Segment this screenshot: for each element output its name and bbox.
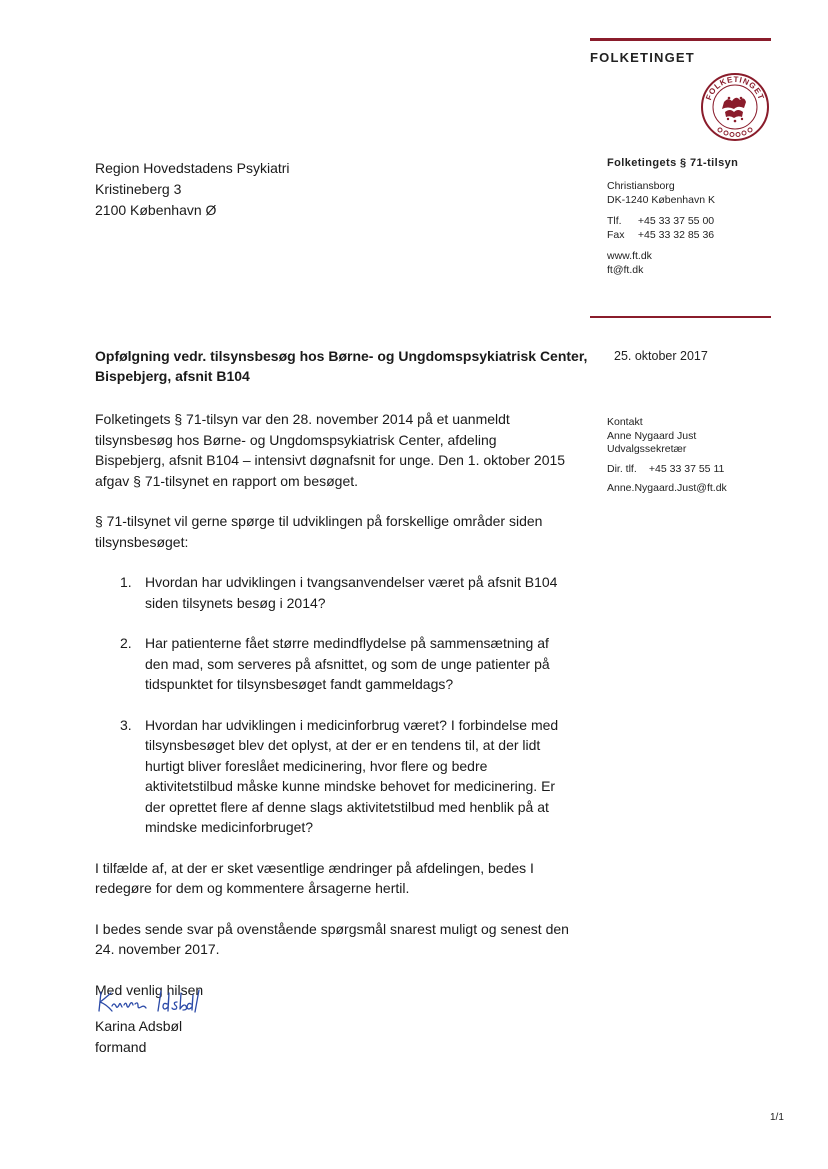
body-paragraph: Folketingets § 71-tilsyn var den 28. november 2014 på et uanmeldt tilsynsbesøg hos Børne- og Ungdomspsykiatrisk Center, afdeling Bispebjerg, afsnit B104 – intensivt døgnafsnit for unge. Den 1. oktober 2015 afgav § 71-tilsynet en rapport om besøget.: [95, 411, 566, 489]
list-item: [95, 572, 570, 613]
question-text: Har patienterne fået større medindflydelse på sammensætning af den mad, som serveres på afsnittet, og som de unge patienter på tidspunktet for tilsynsbesøget fandt gammeldags?: [145, 635, 550, 692]
contact-phone-label: Dir. tlf.: [607, 462, 637, 475]
sender-block: [607, 156, 738, 284]
recipient-address: [95, 158, 290, 221]
recipient-line: Region Hovedstadens Psykiatri: [95, 160, 290, 176]
contact-phone: +45 33 37 55 11: [648, 462, 725, 475]
signer-name: Karina Adsbøl: [95, 1018, 183, 1034]
signer-title: formand: [95, 1038, 147, 1055]
question-number: 1.: [120, 574, 132, 590]
sender-fax-row: [607, 228, 738, 242]
question-number: 2.: [120, 635, 132, 651]
recipient-line: 2100 København Ø: [95, 202, 217, 218]
page-number: 1/1: [770, 1112, 784, 1123]
contact-label: Kontakt: [607, 416, 643, 428]
org-name: FOLKETINGET: [590, 50, 695, 65]
question-text: Hvordan har udviklingen i medicinforbrug været? I forbindelse med tilsynsbesøget blev det oplyst, at der er en tendens til, at der lidt hurtigt bliver foreslået medicinering, hvor flere og bedre aktivitetstilbud måske kunne mindske behovet for medicinering. Er der oprettet flere af denne slags aktivitetstilbud med henblik på at mindske medicinforbruget?: [145, 716, 559, 835]
header-rule: [590, 38, 771, 41]
question-text: Hvordan har udviklingen i tvangsanvendelser været på afsnit B104 siden tilsynets besøg i 2014?: [145, 574, 558, 611]
letter-subject: Opfølgning vedr. tilsynsbesøg hos Børne- og Ungdomspsykiatrisk Center, Bispebjerg, afsnit B104: [95, 348, 588, 384]
question-list: [95, 572, 570, 838]
contact-block: [607, 416, 727, 496]
sender-web: www.ft.dk: [607, 250, 652, 262]
contact-phone-row: [607, 463, 727, 477]
closing: Med venlig hilsen: [95, 981, 204, 998]
sender-title: Folketingets § 71-tilsyn: [607, 157, 739, 169]
folketinget-seal-icon: [700, 72, 770, 142]
sender-phone: +45 33 37 55 00: [637, 215, 715, 227]
letter-date: 25. oktober 2017: [614, 349, 708, 363]
sender-fax-label: Fax: [607, 229, 625, 241]
sender-rule: [590, 316, 771, 318]
body-paragraph: § 71-tilsynet vil gerne spørge til udviklingen på forskellige områder siden tilsynsbesøget:: [95, 513, 543, 550]
list-item: [95, 715, 570, 838]
body-paragraph: I bedes sende svar på ovenstående spørgsmål snarest muligt og senest den 24. november 2017.: [95, 920, 569, 957]
sender-phone-row: [607, 214, 738, 228]
contact-role: Udvalgssekretær: [607, 443, 687, 455]
sender-address-line: DK-1240 København K: [607, 194, 715, 206]
sender-fax: +45 33 32 85 36: [637, 229, 715, 241]
sender-email: ft@ft.dk: [607, 264, 644, 276]
sender-phone-label: Tlf.: [607, 215, 622, 227]
sender-address-line: Christiansborg: [607, 180, 675, 192]
handwritten-signature: [97, 984, 227, 1014]
letter-body: [95, 409, 570, 1020]
signer-block: [95, 1016, 182, 1057]
body-paragraph: I tilfælde af, at der er sket væsentlige ændringer på afdelingen, bedes I redegøre for dem og kommentere årsagerne hertil.: [95, 859, 534, 896]
recipient-line: Kristineberg 3: [95, 181, 182, 197]
svg-text:FOLKETINGET: FOLKETINGET: [704, 74, 766, 102]
question-number: 3.: [120, 716, 132, 733]
contact-name: Anne Nygaard Just: [607, 429, 697, 442]
contact-email: Anne.Nygaard.Just@ft.dk: [607, 482, 727, 494]
list-item: [95, 633, 570, 695]
